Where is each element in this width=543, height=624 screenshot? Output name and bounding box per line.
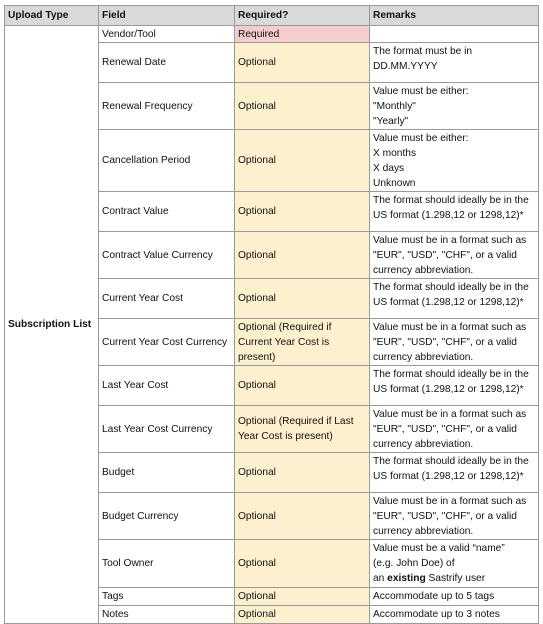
required-cell: Required bbox=[235, 26, 370, 43]
remark-line: "Yearly" bbox=[373, 116, 409, 127]
remarks-cell bbox=[370, 406, 539, 453]
remark-line: currency abbreviation. bbox=[373, 265, 474, 276]
required-cell: Optional (Required if Last Year Cost is present) bbox=[235, 406, 370, 453]
remarks-cell bbox=[370, 588, 539, 606]
remark-line: currency abbreviation. bbox=[373, 439, 474, 450]
remark-line: an existing Sastrify user bbox=[373, 573, 486, 584]
field-cell: Last Year Cost bbox=[99, 366, 235, 406]
field-cell: Renewal Date bbox=[99, 43, 235, 83]
table-row bbox=[5, 26, 539, 43]
remark-line: Accommodate up to 3 notes bbox=[373, 609, 500, 620]
required-cell: Optional bbox=[235, 606, 370, 624]
required-cell: Optional bbox=[235, 493, 370, 540]
remarks-cell bbox=[370, 453, 539, 493]
field-cell: Last Year Cost Currency bbox=[99, 406, 235, 453]
remark-line: "EUR", "USD", "CHF", or a valid bbox=[373, 424, 517, 435]
remarks-cell bbox=[370, 192, 539, 232]
remark-line: Value must be in a format such as bbox=[373, 409, 527, 420]
required-cell: Optional bbox=[235, 83, 370, 130]
remark-line: US format (1.298,12 or 1298,12)* bbox=[373, 297, 524, 308]
remark-line: Value must be in a format such as bbox=[373, 235, 527, 246]
remark-line: "Monthly" bbox=[373, 101, 416, 112]
field-cell: Cancellation Period bbox=[99, 130, 235, 192]
remarks-cell bbox=[370, 43, 539, 83]
required-cell: Optional bbox=[235, 192, 370, 232]
remark-line: Unknown bbox=[373, 178, 416, 189]
upload-type-cell: Subscription List bbox=[5, 26, 99, 624]
remark-line: Value must be either: bbox=[373, 86, 469, 97]
required-cell: Optional bbox=[235, 366, 370, 406]
field-cell: Tags bbox=[99, 588, 235, 606]
remark-line: X months bbox=[373, 148, 417, 159]
remark-line: US format (1.298,12 or 1298,12)* bbox=[373, 471, 524, 482]
remark-line: X days bbox=[373, 163, 405, 174]
header-required: Required? bbox=[235, 6, 370, 26]
required-cell: Optional bbox=[235, 130, 370, 192]
remark-line: The format should ideally be in the bbox=[373, 195, 529, 206]
remark-line: "EUR", "USD", "CHF", or a valid bbox=[373, 337, 517, 348]
remark-line: currency abbreviation. bbox=[373, 526, 474, 537]
field-cell: Vendor/Tool bbox=[99, 26, 235, 43]
remark-line: (e.g. John Doe) of bbox=[373, 558, 455, 569]
remarks-cell bbox=[370, 540, 539, 588]
remark-line: "EUR", "USD", "CHF", or a valid bbox=[373, 250, 517, 261]
field-cell: Renewal Frequency bbox=[99, 83, 235, 130]
remark-line: "EUR", "USD", "CHF", or a valid bbox=[373, 511, 517, 522]
remark-line: Value must be in a format such as bbox=[373, 322, 527, 333]
remarks-cell bbox=[370, 319, 539, 366]
remark-line: Accommodate up to 5 tags bbox=[373, 591, 495, 602]
required-cell: Optional bbox=[235, 279, 370, 319]
field-cell: Notes bbox=[99, 606, 235, 624]
required-cell: Optional bbox=[235, 43, 370, 83]
field-cell: Tool Owner bbox=[99, 540, 235, 588]
remark-line: currency abbreviation. bbox=[373, 352, 474, 363]
required-cell: Optional (Required if Current Year Cost is present) bbox=[235, 319, 370, 366]
required-cell: Optional bbox=[235, 453, 370, 493]
remark-line: The format should ideally be in the bbox=[373, 456, 529, 467]
remark-line: Value must be a valid “name” bbox=[373, 543, 505, 554]
remarks-cell bbox=[370, 83, 539, 130]
field-cell: Budget bbox=[99, 453, 235, 493]
remark-line: US format (1.298,12 or 1298,12)* bbox=[373, 210, 524, 221]
header-upload-type: Upload Type bbox=[5, 6, 99, 26]
header-remarks: Remarks bbox=[370, 6, 539, 26]
header-row bbox=[5, 6, 539, 26]
field-cell: Current Year Cost bbox=[99, 279, 235, 319]
header-field: Field bbox=[99, 6, 235, 26]
upload-fields-table bbox=[4, 5, 539, 624]
remark-line: US format (1.298,12 or 1298,12)* bbox=[373, 384, 524, 395]
field-cell: Contract Value bbox=[99, 192, 235, 232]
required-cell: Optional bbox=[235, 588, 370, 606]
remarks-cell bbox=[370, 493, 539, 540]
remarks-cell bbox=[370, 26, 539, 43]
field-cell: Budget Currency bbox=[99, 493, 235, 540]
required-cell: Optional bbox=[235, 232, 370, 279]
remarks-cell bbox=[370, 279, 539, 319]
field-cell: Contract Value Currency bbox=[99, 232, 235, 279]
remark-line: The format should ideally be in the bbox=[373, 369, 529, 380]
field-cell: Current Year Cost Currency bbox=[99, 319, 235, 366]
remarks-cell bbox=[370, 130, 539, 192]
remarks-cell bbox=[370, 232, 539, 279]
remarks-cell bbox=[370, 606, 539, 624]
remark-line: The format should ideally be in the bbox=[373, 282, 529, 293]
required-cell: Optional bbox=[235, 540, 370, 588]
remark-line: The format must be in bbox=[373, 46, 473, 57]
remark-line: Value must be either: bbox=[373, 133, 469, 144]
remarks-cell bbox=[370, 366, 539, 406]
remark-line: Value must be in a format such as bbox=[373, 496, 527, 507]
remark-line: DD.MM.YYYY bbox=[373, 61, 438, 72]
